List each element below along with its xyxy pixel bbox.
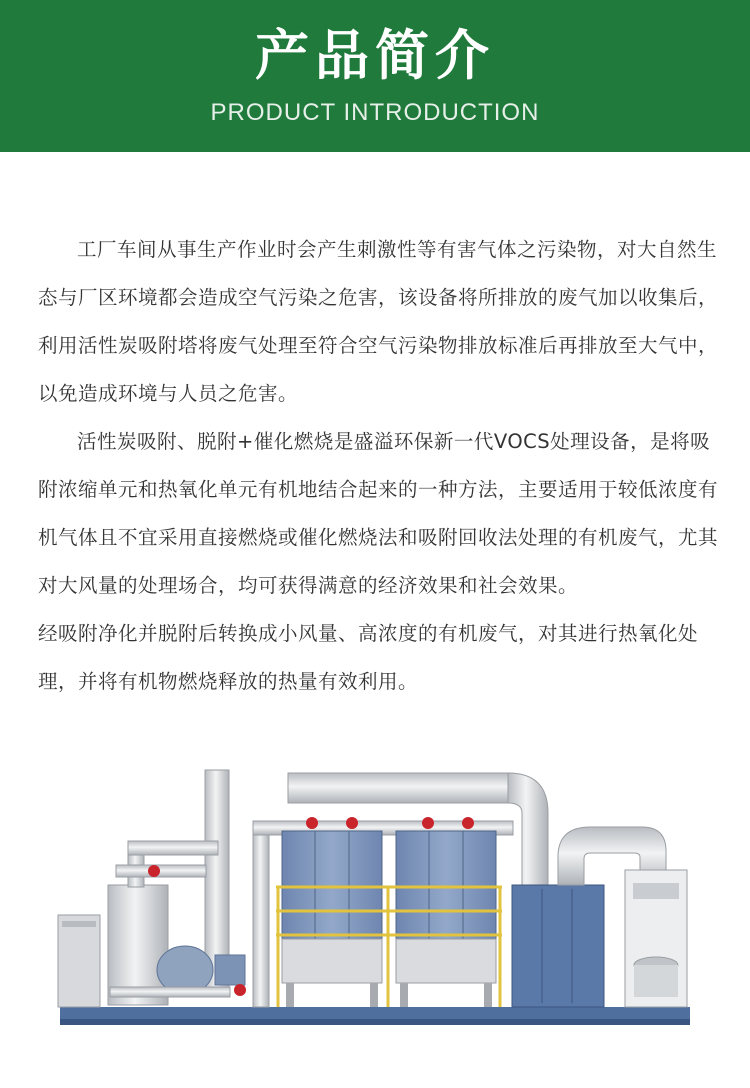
vocs-treatment-equipment-icon [50, 765, 700, 1030]
page-title: 产品简介 [255, 24, 495, 87]
page-subtitle: PRODUCT INTRODUCTION [210, 99, 540, 126]
paragraph-3: 经吸附净化并脱附后转换成小风量、高浓度的有机废气，对其进行热氧化处理，并将有机物燃烧释放的热量有效利用。 [38, 622, 699, 693]
paragraph-2: 活性炭吸附、脱附+催化燃烧是盛溢环保新一代VOCS处理设备，是将吸附浓缩单元和热氧化单元有机地结合起来的一种方法，主要适用于较低浓度有机气体且不宜采用直接燃烧或催化燃烧法和吸附回收法处理的有机废气，尤其对大风量的处理场合，均可获得满意的经济效果和社会效果。 [38, 430, 719, 597]
intro-text [38, 226, 718, 706]
paragraph-1: 工厂车间从事生产作业时会产生刺激性等有害气体之污染物，对大自然生态与厂区环境都会造成空气污染之危害，该设备将所排放的废气加以收集后，利用活性炭吸附塔将废气处理至符合空气污染物排放标准后再排放至大气中，以免造成环境与人员之危害。 [38, 238, 719, 405]
header-banner [0, 0, 750, 152]
